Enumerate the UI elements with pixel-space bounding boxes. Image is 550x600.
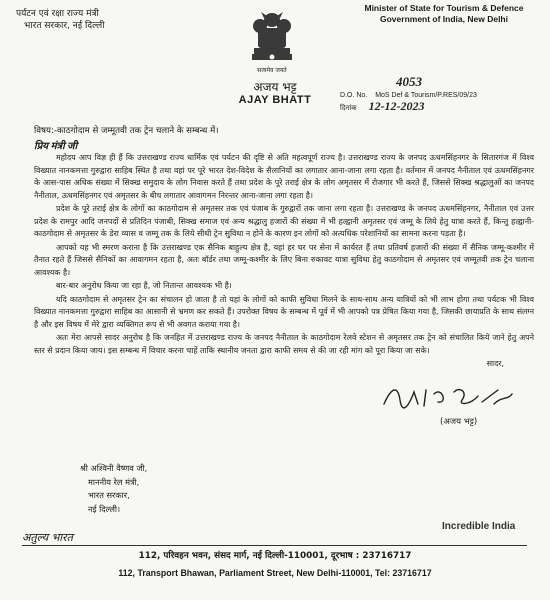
ministry-title-hindi: पर्यटन एवं रक्षा राज्य मंत्री [16,9,99,19]
body-paragraph: महोदय आप विज्ञ ही हैं कि उत्तराखण्ड राज्य धार्मिक एवं पर्यटन की दृष्टि से अति महत्वपूर्ण राज्य है। उत्तराखण्ड राज्य के जनपद ऊधमसिंहनगर के सितारगंज में विश्व विख्यात नानकमत्ता गुरुद्वारा साहिब स्थित है तथा वहां पर पूरे भारत देश-विदेश के सैलानियों का लगातार आना-जाना लगा रहता है। वर्तमान में जनपद नैनीताल एवं ऊधमसिंहनगर के आस-पास अधिक संख्या में सिक्ख समुदाय के लोग निवास करते हैं तथा प्रदेश के पूरे तराई क्षेत्र के लोग अमृतसर में रोजगार भी करते हैं, जिससे सिक्ख श्रद्धालुओं का जनपद नैनीताल, ऊधमसिंहनगर एवं अमृतसर के बीच लगातार आवागमन निरन्तर आना-जाना लगा रहता है। [34,153,534,200]
body-paragraph: बार-बार अनुरोध किया जा रहा है, जो नितान्त आवश्यक भी है। [56,281,232,290]
addressee-line: माननीय रेल मंत्री, [88,476,140,487]
minister-name-en: AJAY BHATT [238,94,312,106]
government-en: Government of India, New Delhi [380,14,508,24]
diary-number: 4053 [396,74,422,89]
date-label: दिनांक [340,105,357,112]
date-value: 12-12-2023 [368,99,425,113]
letterhead-left [16,8,196,32]
footer-address-en: 112, Transport Bhawan, Parliament Street, New Delhi-110001, Tel: 23716717 [118,568,432,578]
reference-block [340,76,540,114]
incredible-india-logo: Incredible India [442,521,516,532]
minister-name-hindi: अजय भट्ट [253,80,297,94]
handwritten-signature [378,382,518,412]
footer-divider [22,545,527,546]
do-label: D.O. No. [340,92,368,99]
emblem-caption: सत्यमेव जयते [257,67,287,74]
government-hindi: भारत सरकार, नई दिल्ली [24,21,105,31]
body-paragraph: आपको यह भी स्मरण कराना है कि उत्तराखण्ड एक सैनिक बाहुल्य क्षेत्र है, यहां हर घर पर सेना में कार्यरत हैं तथा प्रतिवर्ष हजारों की संख्या में सैनिक जम्मू-कश्मीर में तैनात रहते हैं जिससे सैनिकों का आवागमन रहता है, अतः बॉर्डर तथा जम्मू-कश्मीर के लिए बिना रुकावट यात्रा सुविधा हेतु काठगोदाम से अमृतसर एवं जम्मूतवी तक ट्रेन चलाना आवश्यक है। [34,242,534,277]
footer-address-hindi: 112, परिवहन भवन, संसद मार्ग, नई दिल्ली-110001, दूरभाष : 23716717 [138,551,412,561]
signatory-name: (अजय भट्ट) [440,417,478,427]
greeting: प्रिय मंत्री जी [34,141,78,152]
addressee-line: श्री अश्विनी वैष्णव जी, [80,463,148,473]
letterhead-right [344,3,544,25]
atulya-bharat-logo: अतुल्य भारत [22,531,73,544]
body-paragraph: अतः मेरा आपसे सादर अनुरोध है कि जनहित में उत्तराखण्ड राज्य के जनपद नैनीताल के काठगोदाम रेलवे स्टेशन से अमृतसर तक ट्रेन को संचालित किये जाने हेतु अपने स्तर से प्रदान किया जाय। इस सम्बन्ध में विचार करना चाहें ताकि स्थानीय जनता द्वारा काफी समय से की जा रही मांग को पूरा किया जा सके। [34,333,534,355]
ministry-title-en: Minister of State for Tourism & Defence [364,3,524,13]
date-row [340,101,540,114]
letter-body [34,152,534,372]
body-paragraph: प्रदेश के पूरे तराई क्षेत्र के लोगों का काठगोदाम से अमृतसर तक एवं पंजाब के गुरुद्वारों तक जाना लगा रहता है। उत्तराखण्ड के जनपद ऊधमसिंहनगर, नैनीताल एवं उत्तर प्रदेश के रामपुर आदि जनपदों से प्रतिदिन पंजाबी, सिक्ख समाज एवं अन्य श्रद्धालु हजारों की संख्या में भी हल्द्वानी अमृतसर एवं जम्मू के लिये हेतु यात्रा करते हैं, किन्तु हल्द्वानी-काठगोदाम से अमृतसर के डेरा व्यास व जम्मू तक के लिये सीधी ट्रेन सुविधा न होने के कारण इन लोगों को अत्यधिक परेशानियों का सामना करना पड़ता है। [34,204,534,238]
addressee-line: नई दिल्ली। [88,503,121,514]
regards: सादर, [486,359,504,368]
do-value: MoS Def & Tourism/P.RES/09/23 [375,92,477,99]
addressee-block [80,462,280,516]
addressee-line: भारत सरकार, [88,490,130,500]
subject-line: विषय:-काठगोदाम से जम्मूतवी तक ट्रेन चलाने के सम्बन्ध में। [34,126,219,136]
body-paragraph: यदि काठगोदाम से अमृतसर ट्रेन का संचालन हो जाता है तो यहां के लोगों को काफी सुविधा मिलने के साथ-साथ अन्य यात्रियों को भी लाभ होगा तथा पर्यटक भी विश्व विख्यात नानकमत्ता गुरुद्वारा साहिब का आसानी से भ्रमण कर सकते हैं। उपरोक्त विषय के सम्बन्ध में पूर्व में भी आपको पत्र प्रेषित किया गया है, जिसकी छायाप्रति के साथ संलग्न है और इस विषय में मेरे द्वारा व्यक्तिगत रूप से भी अवगत कराया गया है। [34,294,534,329]
